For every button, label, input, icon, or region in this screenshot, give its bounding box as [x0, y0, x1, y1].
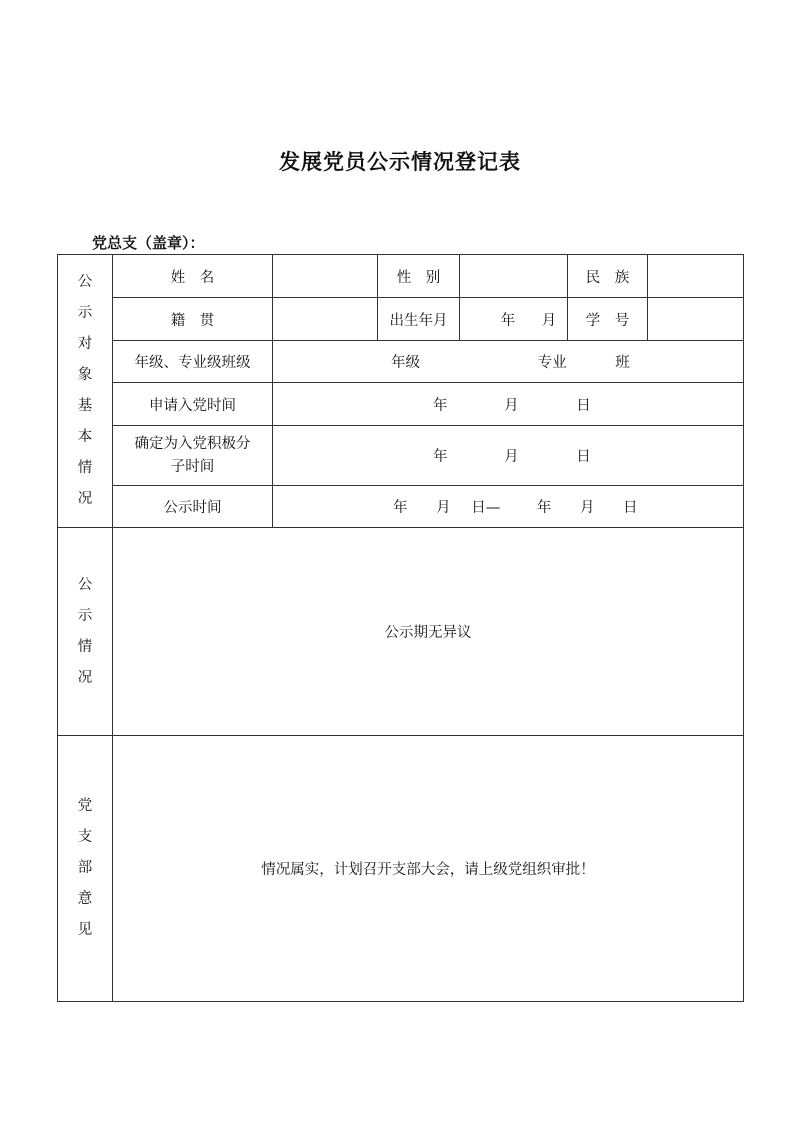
- section-branch-opinion: [58, 736, 113, 1002]
- birth-year-unit: 年: [500, 312, 516, 329]
- section-publicity-char: 示: [77, 607, 93, 624]
- section-opinion-char: 党: [77, 798, 93, 814]
- gender-field[interactable]: [460, 255, 568, 298]
- section-publicity-char: 况: [77, 669, 93, 686]
- row-activist-date: [58, 426, 744, 486]
- section-basic-char: 象: [77, 367, 93, 383]
- section-basic-char: 基: [77, 398, 93, 414]
- publicity-period-label: 公示时间: [113, 486, 273, 528]
- section-opinion-char: 支: [77, 829, 93, 845]
- class-unit: 班: [615, 355, 630, 371]
- section-publicity-char: 公: [77, 576, 93, 593]
- section-opinion-char: 见: [77, 922, 93, 938]
- ethnicity-label: 民 族: [568, 255, 648, 298]
- month-unit: 月: [504, 449, 519, 465]
- gender-label: 性 别: [378, 255, 460, 298]
- start-month-unit: 月: [436, 500, 451, 516]
- birth-date-field[interactable]: [460, 298, 568, 341]
- branch-opinion-text[interactable]: 情况属实，计划召开支部大会，请上级党组织审批！: [113, 736, 744, 1002]
- grade-unit: 年级: [391, 355, 420, 371]
- activist-date-label-line1: 确定为入党积极分: [134, 435, 251, 452]
- start-day-unit: 日—: [471, 500, 501, 516]
- section-basic-char: 示: [77, 305, 93, 321]
- ethnicity-field[interactable]: [648, 255, 744, 298]
- end-year-unit: 年: [536, 500, 552, 516]
- application-date-label: 申请入党时间: [113, 383, 273, 426]
- section-basic-char: 公: [77, 274, 93, 290]
- activist-date-field[interactable]: [273, 426, 744, 486]
- row-application-date: [58, 383, 744, 426]
- section-publicity-char: 情: [77, 638, 93, 655]
- month-unit: 月: [504, 397, 519, 414]
- row-native: [58, 298, 744, 341]
- row-grade: [58, 341, 744, 383]
- row-branch-opinion: [58, 736, 744, 1002]
- application-date-field[interactable]: [273, 383, 744, 426]
- grade-major-class-field[interactable]: [273, 341, 744, 383]
- section-basic-char: 情: [77, 460, 93, 476]
- name-label: 姓 名: [113, 255, 273, 298]
- page-title: 发展党员公示情况登记表: [279, 150, 521, 174]
- day-unit: 日: [576, 397, 591, 414]
- birth-month-unit: 月: [541, 312, 557, 329]
- student-id-label: 学 号: [568, 298, 648, 341]
- section-basic-info: [58, 255, 113, 528]
- section-opinion-char: 意: [77, 891, 93, 907]
- start-year-unit: 年: [393, 500, 408, 516]
- native-place-field[interactable]: [273, 298, 378, 341]
- publicity-status-text[interactable]: 公示期无异议: [113, 528, 744, 736]
- native-place-label: 籍 贯: [113, 298, 273, 341]
- grade-major-class-label: 年级、专业级班级: [113, 341, 273, 383]
- name-field[interactable]: [273, 255, 378, 298]
- section-basic-char: 况: [77, 491, 93, 507]
- row-name: [58, 255, 744, 298]
- row-publicity-period: [58, 486, 744, 528]
- student-id-field[interactable]: [648, 298, 744, 341]
- day-unit: 日: [576, 449, 591, 465]
- birth-date-label: 出生年月: [378, 298, 460, 341]
- year-unit: 年: [433, 449, 448, 465]
- registration-form-table: [57, 254, 744, 1002]
- year-unit: 年: [433, 397, 448, 414]
- branch-seal-label: 党总支（盖章）：: [92, 234, 205, 252]
- section-opinion-char: 部: [77, 860, 93, 876]
- section-basic-char: 本: [77, 429, 93, 445]
- row-publicity-status: [58, 528, 744, 736]
- section-basic-char: 对: [77, 336, 93, 352]
- activist-date-label: [113, 426, 273, 486]
- end-month-unit: 月: [579, 500, 595, 516]
- activist-date-label-line2: 子时间: [170, 458, 215, 475]
- section-publicity-status: [58, 528, 113, 736]
- publicity-period-field[interactable]: [273, 486, 744, 528]
- major-unit: 专业: [537, 355, 567, 371]
- end-day-unit: 日: [623, 500, 638, 516]
